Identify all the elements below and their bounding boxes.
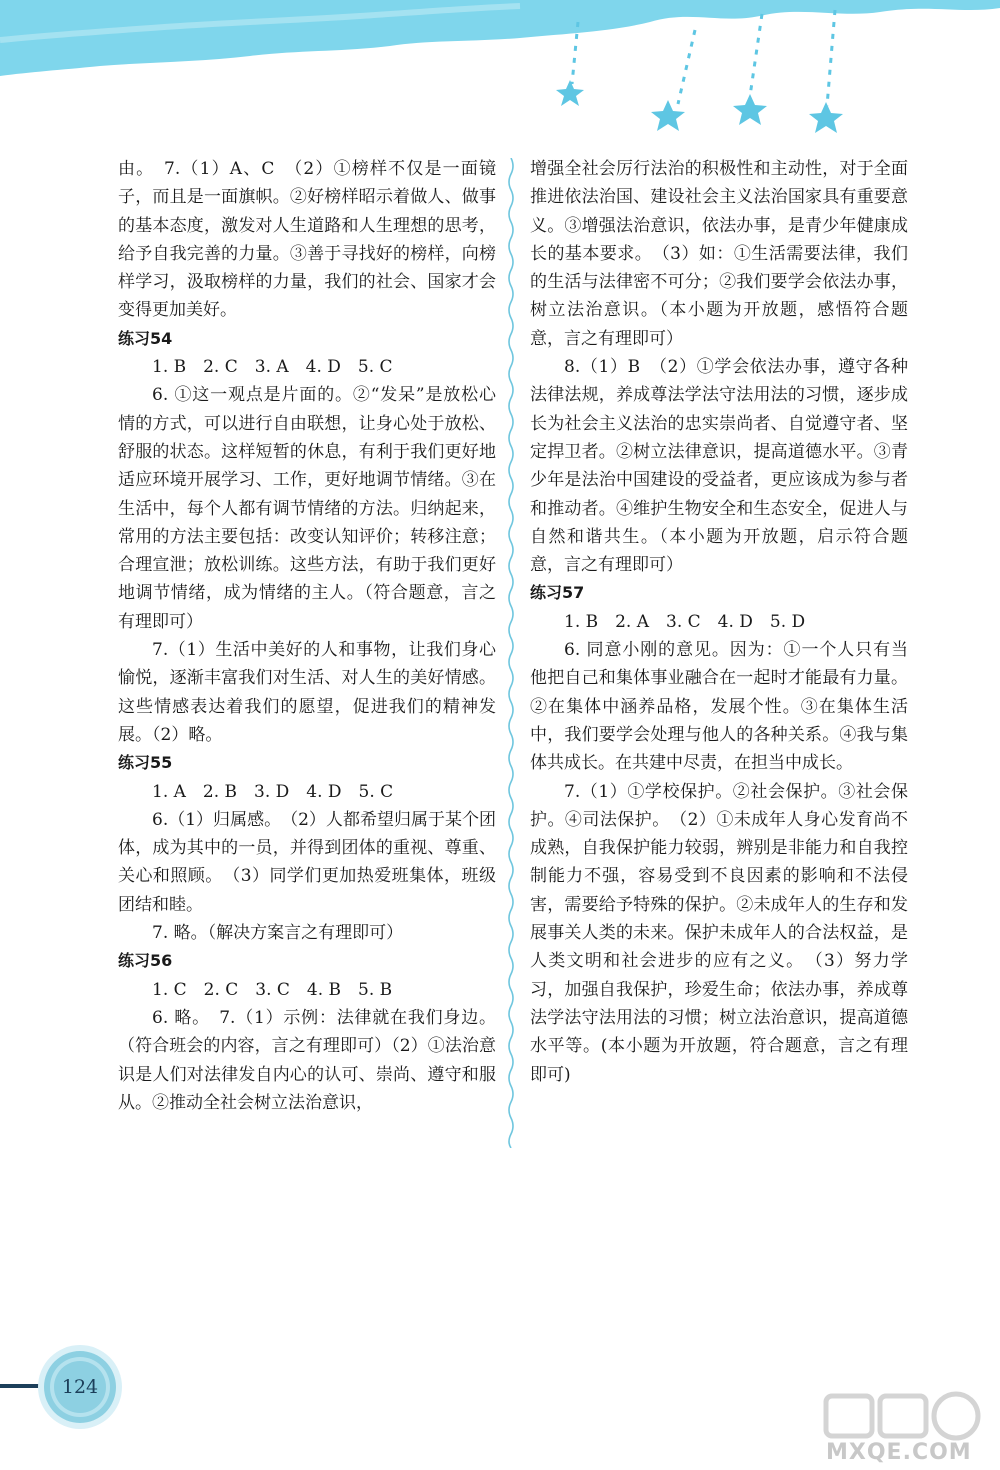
- answer-text: 1. B 2. C 3. A 4. D 5. C: [152, 357, 393, 378]
- answer-column-right: [530, 155, 908, 1089]
- answer-text: 1. B 2. A 3. C 4. D 5. D: [564, 611, 806, 632]
- answer-text: 8.（1）B （2）①学会依法办事，遵守各种法律法规，养成尊法学法守法用法的习惯，逐步成长为社会主义法治的忠实崇尚者、自觉遵守者、坚定捍卫者。②树立法律意识，提高道德水平。③青少年是法治中国建设的受益者，更应该成为参与者和推动者。④维护生物安全和生态安全，促进人与自然和谐共生。（本小题为开放题，启示符合题意，言之有理即可）: [530, 357, 908, 576]
- answer-column-left: [118, 155, 496, 1117]
- answer-text: 增强全社会厉行法治的积极性和主动性，对于全面推进依法治国、建设社会主义法治国家具有重要意义。③增强法治意识，依法办事，是青少年健康成长的基本要求。 （3）如：①生活需要法律，我们的生活与法律密不可分；②我们要学会依法办事，树立法治意识。（本小题为开放题，感悟符合题意，言之有理即可）: [530, 159, 908, 349]
- watermark-text: MXQE.COM: [826, 1440, 972, 1465]
- answer-text: 由。 7.（1）A、C （2）①榜样不仅是一面镜子，而且是一面旗帜。②好榜样昭示着做人、做事的基本态度，激发对人生道路和人生理想的思考，给予自我完善的力量。③善于寻找好的榜样，向榜样学习，汲取榜样的力量，我们的社会、国家才会变得更加美好。: [118, 159, 496, 321]
- column-divider: [503, 158, 519, 1148]
- exercise-heading-57: 练习57: [530, 583, 585, 603]
- star-icon: [556, 80, 843, 133]
- answer-text: 6. ①这一观点是片面的。②“发呆”是放松心情的方式，可以进行自由联想，让身心处于放松、舒服的状态。这样短暂的休息，有利于我们更好地适应环境开展学习、工作，更好地调节情绪。③在生活中，每个人都有调节情绪的方法。归纳起来，常用的方法主要包括：改变认知评价；转移注意；合理宣泄；放松训练。这些方法，有助于我们更好地调节情绪，成为情绪的主人。（符合题意，言之有理即可）: [118, 385, 496, 632]
- page-number: 124: [61, 1376, 99, 1398]
- exercise-heading-55: 练习55: [118, 753, 173, 773]
- answer-text: 7.（1）生活中美好的人和事物，让我们身心愉悦，逐渐丰富我们对生活、对人生的美好情感。这些情感表达着我们的愿望，促进我们的精神发展。（2）略。: [118, 640, 496, 745]
- answer-text: 1. A 2. B 3. D 4. D 5. C: [152, 781, 394, 802]
- answer-text: 6. 略。 7.（1）示例：法律就在我们身边。（符合班会的内容，言之有理即可）（2）①法治意识是人们对法律发自内心的认可、崇尚、遵守和服从。②推动全社会树立法治意识，: [118, 1007, 496, 1113]
- exercise-heading-54: 练习54: [118, 328, 173, 348]
- answer-text: 6. 同意小刚的意见。因为：①一个人只有当他把自己和集体事业融合在一起时才能最有力量。②在集体中涵养品格，发展个性。③在集体生活中，我们要学会处理与他人的各种关系。④我与集体共成长。在共建中尽责，在担当中成长。: [530, 640, 908, 774]
- answer-text: 7. 略。（解决方案言之有理即可）: [152, 923, 404, 944]
- answer-text: 1. C 2. C 3. C 4. B 5. B: [152, 979, 393, 1000]
- answer-text: 6.（1）归属感。 （2）人都希望归属于某个团体，成为其中的一员，并得到团体的重视、尊重、关心和照顾。 （3）同学们更加热爱班集体，班级团结和睦。: [118, 809, 496, 915]
- header-cloud-decoration: [0, 0, 1000, 150]
- exercise-heading-56: 练习56: [118, 951, 173, 971]
- answer-text: 7.（1）①学校保护。②社会保护。③社会保护。④司法保护。 （2）①未成年人身心发育尚不成熟，自我保护能力较弱，辨别是非能力和自我控制能力不强，容易受到不良因素的影响和不法侵害，需要给予特殊的保护。②未成年人的生存和发展事关人类的未来。保护未成年人的合法权益，是人类文明和社会进步的应有之义。 （3）努力学习，加强自我保护，珍爱生命；依法办事，养成尊法学法守法用法的习惯；树立法治意识，提高道德水平等。(本小题为开放题，符合题意，言之有理即可): [530, 781, 908, 1085]
